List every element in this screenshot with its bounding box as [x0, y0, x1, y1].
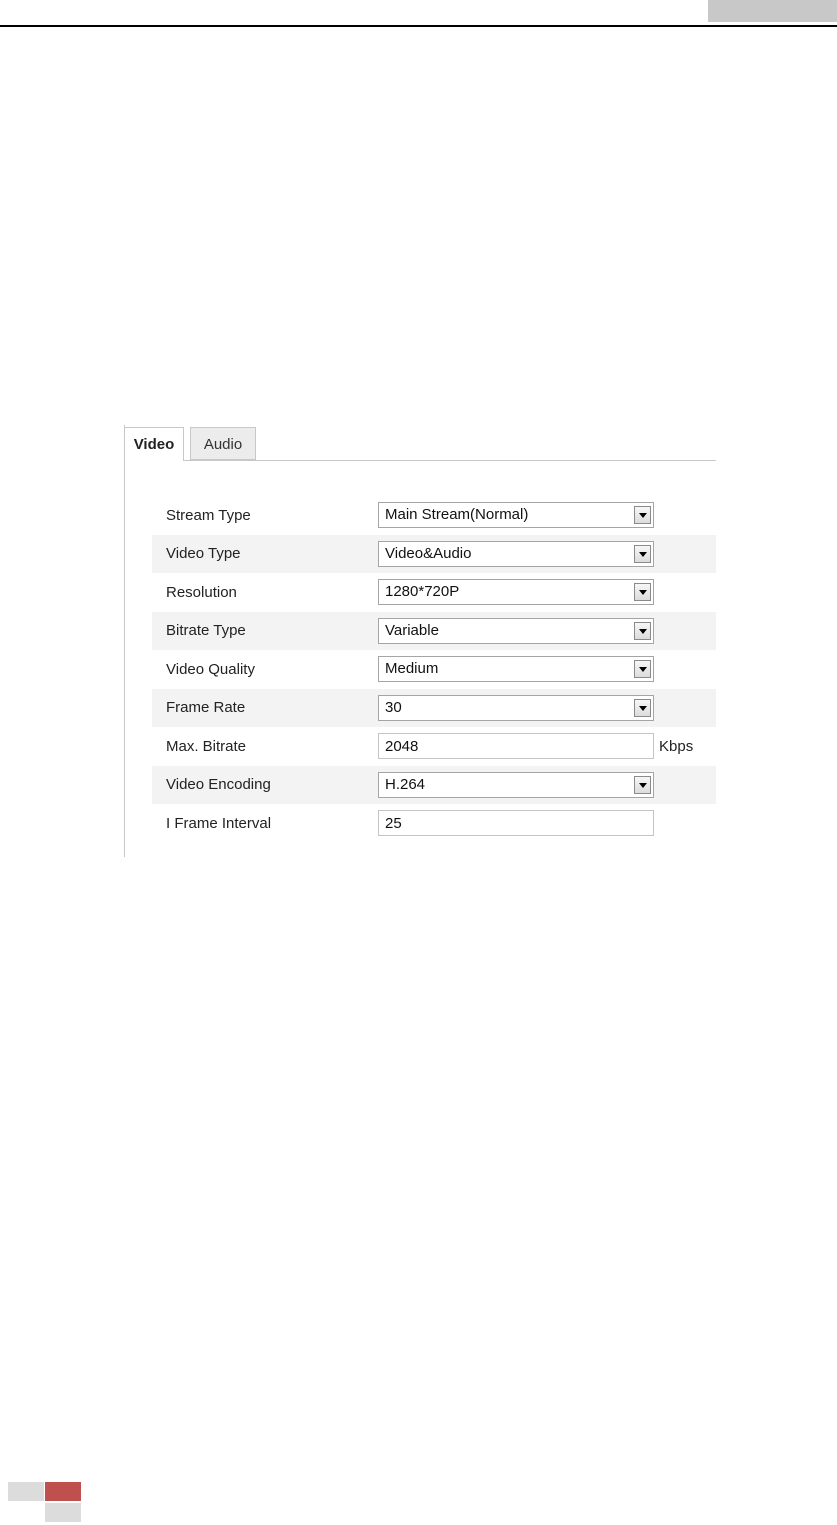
row-frame-rate — [152, 689, 716, 728]
video-quality-value: Medium — [385, 660, 439, 678]
tab-video[interactable]: Video — [124, 427, 184, 461]
resolution-value: 1280*720P — [385, 583, 460, 601]
row-video-encoding — [152, 766, 716, 805]
row-video-type — [152, 535, 716, 574]
row-bitrate-type — [152, 612, 716, 651]
frame-rate-label: Frame Rate — [166, 699, 246, 717]
resolution-select[interactable] — [378, 579, 654, 605]
frame-rate-value: 30 — [385, 698, 402, 716]
video-encoding-label: Video Encoding — [166, 776, 271, 794]
video-quality-label: Video Quality — [166, 660, 255, 678]
max-bitrate-label: Max. Bitrate — [166, 737, 247, 755]
tab-bar — [124, 425, 716, 461]
max-bitrate-unit: Kbps — [659, 737, 694, 755]
video-type-label: Video Type — [166, 545, 241, 563]
bitrate-type-label: Bitrate Type — [166, 622, 246, 640]
chevron-down-icon[interactable] — [634, 776, 651, 794]
video-quality-select[interactable] — [378, 656, 654, 682]
chevron-down-icon[interactable] — [634, 699, 651, 717]
stream-type-value: Main Stream(Normal) — [385, 506, 529, 524]
row-resolution — [152, 573, 716, 612]
settings-form — [152, 496, 716, 843]
chevron-down-icon[interactable] — [634, 583, 651, 601]
header-grey-block — [708, 0, 837, 22]
footer-grey-square-lower — [45, 1503, 81, 1522]
video-type-value: Video&Audio — [385, 544, 472, 562]
footer-red-square — [45, 1482, 81, 1501]
tab-audio[interactable]: Audio — [190, 427, 256, 460]
chevron-down-icon[interactable] — [634, 506, 651, 524]
stream-type-select[interactable] — [378, 502, 654, 528]
max-bitrate-input[interactable] — [378, 733, 654, 759]
bitrate-type-value: Variable — [385, 621, 439, 639]
bitrate-type-select[interactable] — [378, 618, 654, 644]
video-type-select[interactable] — [378, 541, 654, 567]
i-frame-interval-input[interactable] — [378, 810, 654, 836]
row-stream-type — [152, 496, 716, 535]
chevron-down-icon[interactable] — [634, 622, 651, 640]
row-max-bitrate — [152, 727, 716, 766]
resolution-label: Resolution — [166, 583, 237, 601]
row-video-quality — [152, 650, 716, 689]
chevron-down-icon[interactable] — [634, 545, 651, 563]
row-i-frame-interval — [152, 804, 716, 843]
video-encoding-select[interactable] — [378, 772, 654, 798]
footer-grey-square — [8, 1482, 44, 1501]
i-frame-interval-label: I Frame Interval — [166, 814, 272, 832]
panel-border — [124, 425, 125, 857]
frame-rate-select[interactable] — [378, 695, 654, 721]
header-rule — [0, 25, 837, 27]
chevron-down-icon[interactable] — [634, 660, 651, 678]
stream-type-label: Stream Type — [166, 506, 251, 524]
video-encoding-value: H.264 — [385, 775, 426, 793]
video-settings-panel — [124, 425, 716, 857]
tab-baseline — [184, 460, 716, 461]
